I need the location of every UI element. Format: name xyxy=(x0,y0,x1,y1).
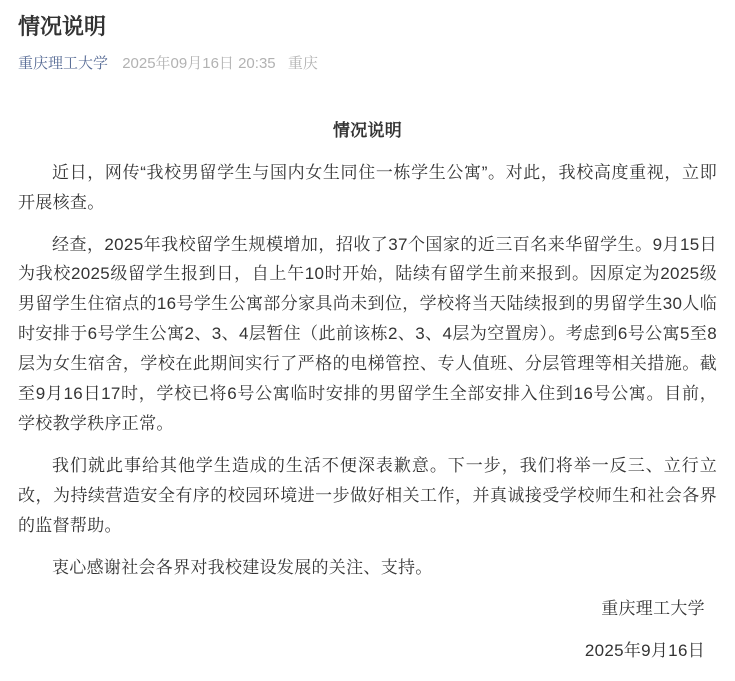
byline xyxy=(18,53,717,74)
account-name-link[interactable]: 重庆理工大学 xyxy=(18,54,109,72)
article-paragraph: 经查，2025年我校留学生规模增加，招收了37个国家的近三百名来华留学生。9月15日为我校2025级留学生报到日，自上午10时开始，陆续有留学生前来报到。因原定为2025级男留学生住宿点的16号学生公寓部分家具尚未到位，学校将当天陆续报到的男留学生30人临时安排于6号学生公寓2、3、4层暂住（此前该栋2、3、4层为空置房）。考虑到6号公寓5至8层为女生宿舍，学校在此期间实行了严格的电梯管控、专人值班、分层管理等相关措施。截至9月16日17时，学校已将6号公寓临时安排的男留学生全部安排入住到16号公寓。目前，学校教学秩序正常。 xyxy=(18,234,717,433)
article-body xyxy=(18,74,717,667)
article-paragraph: 近日，网传“我校男留学生与国内女生同住一栋学生公寓”。对此，我校高度重视，立即开展核查。 xyxy=(18,162,717,212)
article-heading: 情况说明 xyxy=(332,120,403,140)
page-title: 情况说明 xyxy=(18,14,107,39)
article-signature: 重庆理工大学 xyxy=(601,599,705,619)
publish-location: 重庆 xyxy=(287,54,318,72)
article-date: 2025年9月16日 xyxy=(584,641,705,661)
article-paragraph: 衷心感谢社会各界对我校建设发展的关注、支持。 xyxy=(52,557,433,577)
publish-datetime: 2025年09月16日 20:35 xyxy=(122,54,276,72)
article-paragraph: 我们就此事给其他学生造成的生活不便深表歉意。下一步，我们将举一反三、立行立改，为持续营造安全有序的校园环境进一步做好相关工作，并真诚接受学校师生和社会各界的监督帮助。 xyxy=(18,455,717,535)
